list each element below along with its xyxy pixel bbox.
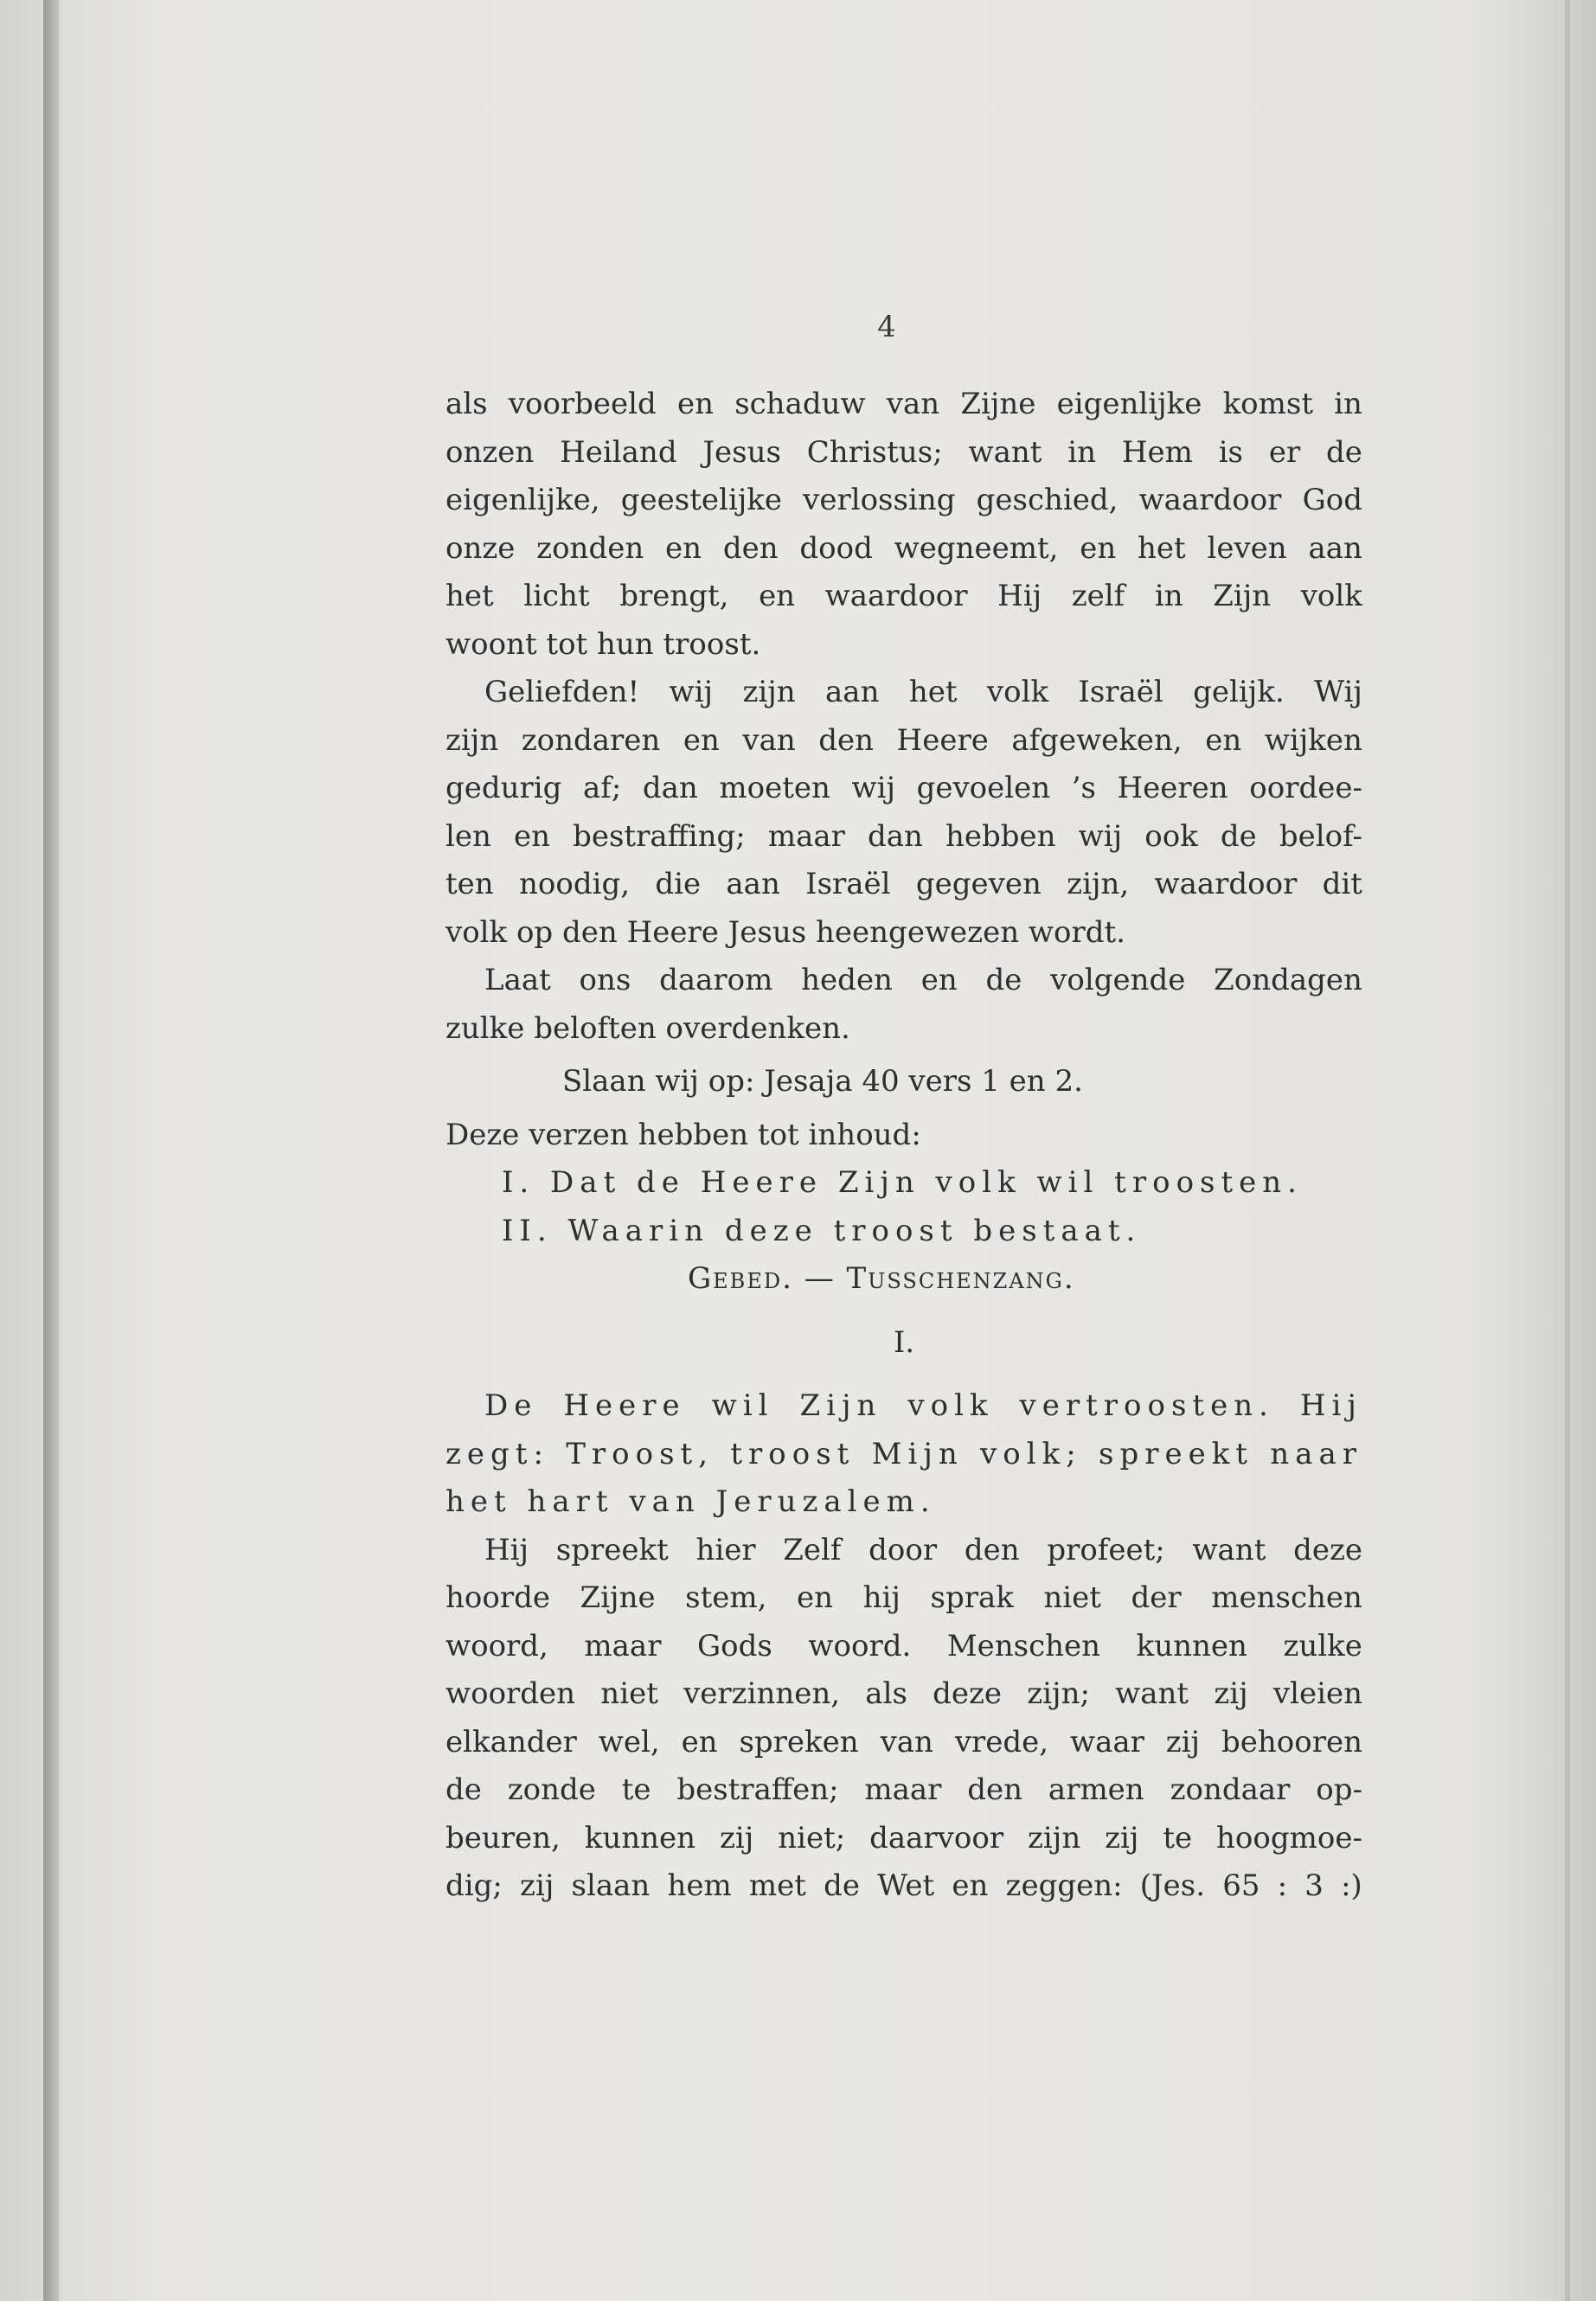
text-line: len en bestraffing; maar dan hebben wij ook de belof- — [445, 818, 1362, 854]
text-line: Geliefden! wij zijn aan het volk Israël gelijk. Wij — [484, 675, 1362, 709]
section-heading: I. — [893, 1324, 915, 1360]
text-line: volk op den Heere Jesus heengewezen wordt. — [445, 914, 1125, 950]
page-edge — [1565, 0, 1570, 2301]
text-line: De Heere wil Zijn volk vertroosten. Hij — [484, 1388, 1362, 1423]
text-line: Hij spreekt hier Zelf door den profeet; want deze — [484, 1532, 1362, 1567]
scripture-reference: Slaan wij op: Jesaja 40 vers 1 en 2. — [562, 1064, 1083, 1099]
paragraph-4 — [445, 1382, 1362, 1527]
text-line: onze zonden en den dood wegneemt, en het leven aan — [445, 530, 1362, 566]
text-line: zulke beloften overdenken. — [445, 1010, 850, 1046]
text-line: hoorde Zijne stem, en hij sprak niet der menschen — [445, 1580, 1362, 1615]
text-line: eigenlijke, geestelijke verlossing geschied, waardoor God — [445, 483, 1362, 517]
text-line: beuren, kunnen zij niet; daarvoor zijn zij te hoogmoe- — [445, 1820, 1362, 1856]
division-1: I. Dat de Heere Zijn volk wil troosten. — [502, 1165, 1303, 1200]
text-line: zegt: Troost, troost Mijn volk; spreekt naar — [445, 1436, 1362, 1471]
text-line: ten noodig, die aan Israël gegeven zijn, waardoor dit — [445, 867, 1362, 901]
text-line: woont tot hun troost. — [445, 626, 761, 662]
text-line: elkander wel, en spreken van vrede, waar zij behooren — [445, 1724, 1362, 1759]
text-line: dig; zij slaan hem met de Wet en zeggen: (Jes. 65 : 3 :) — [445, 1868, 1362, 1903]
paragraph-1 — [445, 381, 1362, 669]
text-line: gedurig af; dan moeten wij gevoelen ’s Heeren oordee- — [445, 771, 1362, 805]
book-spine-shadow — [43, 0, 59, 2301]
contents-intro: Deze verzen hebben tot inhoud: — [445, 1117, 921, 1152]
liturgy-note: Gebed. — Tusschenzang. — [688, 1261, 1075, 1296]
text-line: als voorbeeld en schaduw van Zijne eigenlijke komst in — [445, 387, 1362, 421]
text-line: onzen Heiland Jesus Christus; want in Hem is er de — [445, 434, 1362, 470]
paragraph-5 — [445, 1527, 1362, 1911]
text-line: zijn zondaren en van den Heere afgeweken, en wijken — [445, 722, 1362, 758]
text-line: woorden niet verzinnen, als deze zijn; want zij vleien — [445, 1676, 1362, 1711]
page-number: 4 — [877, 310, 896, 344]
paragraph-2 — [445, 669, 1362, 957]
text-line: woord, maar Gods woord. Menschen kunnen zulke — [445, 1628, 1362, 1663]
text-line: het licht brengt, en waardoor Hij zelf in Zijn volk — [445, 579, 1362, 613]
text-line: Laat ons daarom heden en de volgende Zondagen — [484, 963, 1362, 997]
body-text — [445, 381, 1362, 1911]
text-line: het hart van Jeruzalem. — [445, 1484, 936, 1519]
text-line: de zonde te bestraffen; maar den armen zondaar op- — [445, 1772, 1362, 1807]
division-2: II. Waarin deze troost bestaat. — [502, 1213, 1142, 1248]
paragraph-3 — [445, 957, 1362, 1053]
